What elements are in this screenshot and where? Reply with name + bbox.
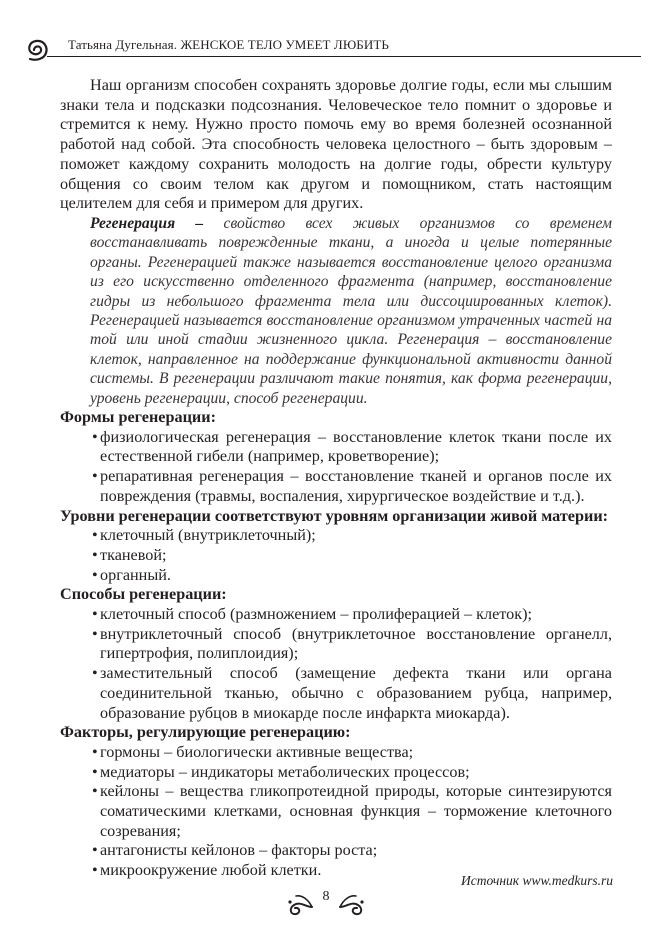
list-item: • гормоны – биологически активные вещества; — [92, 743, 612, 763]
list-item: • микроокружение любой клетки. — [92, 861, 612, 881]
list-item: • тканевой; — [92, 546, 612, 566]
page-content — [60, 76, 612, 881]
bullet-list — [60, 743, 612, 881]
list-item: • клеточный (внутриклеточный); — [92, 526, 612, 546]
bullet-list — [60, 428, 612, 507]
section-factors — [60, 723, 612, 881]
definition-paragraph — [90, 214, 612, 408]
list-item: • заместительный способ (замещение дефекта ткани или органа соединительной тканью, обычно с образованием рубца, например, образование рубцов в миокарде после инфаркта миокарда). — [92, 664, 612, 723]
spiral-ornament-icon — [21, 34, 57, 66]
source-note: Источник www.medkurs.ru — [461, 873, 613, 888]
running-header-title: Татьяна Дугельная. ЖЕНСКОЕ ТЕЛО УМЕЕТ ЛЮБИТЬ — [68, 37, 389, 52]
list-item: • антагонисты кейлонов – факторы роста; — [92, 841, 612, 861]
section-levels — [60, 507, 612, 586]
right-flourish-icon — [336, 887, 370, 917]
list-item: • репаративная регенерация – восстановление тканей и органов после их повреждения (травмы, воспаления, хирургическое воздействие и т.д.). — [92, 467, 612, 506]
list-item: • физиологическая регенерация – восстановление клеток ткани после их естественной гибели (например, кроветворение); — [92, 428, 612, 467]
bullet-list — [60, 605, 612, 723]
page-number-block — [276, 887, 376, 921]
definition-text: свойство всех живых организмов со временем восстанавливать поврежденные ткани, а иногда и целые потерянные органы. Регенерацией также называется восстановление целого организма из его искусственно отделенного фрагмента (например, восстановление гидры из небольшого фрагмента тела или диссоциированных клеток). Регенерацией называется восстановление организмом утраченных частей на той или иной стадии жизненного цикла. Регенерация – восстановление клеток, направленное на поддержание функциональной активности данной системы. В регенерации различают такие понятия, как форма регенерации, уровень регенерации, способ регенерации. — [90, 214, 612, 407]
section-forms — [60, 408, 612, 507]
intro-paragraph: Наш организм способен сохранять здоровье долгие годы, если мы слышим знаки тела и подсказки подсознания. Человеческое тело помнит о здоровье и стремится к нему. Нужно просто помочь ему во время болезней осознанной работой над собой. Эта способность человека целостного – быть здоровым – поможет каждому сохранить молодость на долгие годы, обрести культуру общения со своим телом как другом и помощником, стать настоящим целителем для себя и примером для других. — [60, 76, 612, 213]
list-item: • клеточный способ (размножением – пролиферацией – клеток); — [92, 605, 612, 625]
definition-term: Регенерация – — [90, 214, 204, 232]
running-header — [21, 34, 641, 66]
list-item: • медиаторы – индикаторы метаболических процессов; — [92, 763, 612, 783]
header-rule — [47, 56, 641, 57]
list-item: • внутриклеточный способ (внутриклеточное восстановление органелл, гипертрофия, полиплоидия); — [92, 625, 612, 664]
list-item: • органный. — [92, 566, 612, 586]
page-number: 8 — [322, 889, 330, 904]
section-title: Формы регенерации: — [60, 407, 216, 426]
section-methods — [60, 585, 612, 723]
section-title: Уровни регенерации соответствуют уровням организации живой материи: — [60, 506, 609, 525]
list-item: • кейлоны – вещества гликопротеидной природы, которые синтезируются соматическими клетками, основная функция – торможение клеточного созревания; — [92, 782, 612, 841]
section-title: Факторы, регулирующие регенерацию: — [60, 723, 351, 742]
section-title: Способы регенерации: — [60, 585, 227, 604]
bullet-list — [60, 526, 612, 585]
